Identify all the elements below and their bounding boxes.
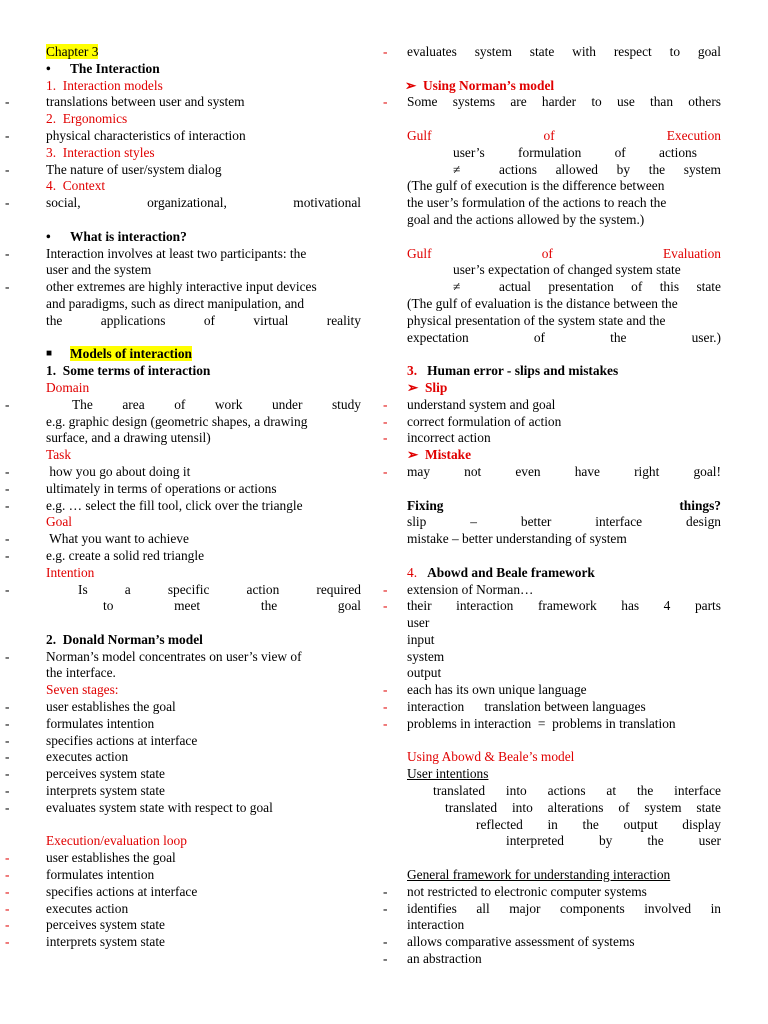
paragraph-line-justified: to meet the goal: [103, 598, 361, 614]
dash-marker: -: [5, 547, 10, 563]
general-framework-label: General framework for understanding interaction: [407, 867, 671, 883]
dash-marker: -: [5, 783, 10, 799]
paragraph-line-justified: reflected in the output display: [476, 816, 721, 832]
section-number: 4.: [407, 564, 418, 580]
left-column: [0, 44, 361, 951]
list-item-text: executes action: [46, 900, 129, 916]
list-item: allows comparative assessment of systems: [407, 934, 635, 950]
heading-using-norman: Using Norman’s model: [422, 77, 555, 93]
dash-marker: -: [5, 581, 10, 597]
list-item: input: [407, 631, 435, 647]
list-item: identifies all major components involved in: [407, 900, 721, 916]
section-number: 3.: [407, 363, 418, 379]
dash-marker: -: [383, 715, 388, 731]
paragraph-line: user’s expectation of changed system state: [453, 262, 681, 278]
label-gulf-execution: Gulf of Execution: [407, 127, 721, 143]
dash-marker: -: [5, 732, 10, 748]
paragraph-line: the interface.: [46, 665, 116, 681]
topic-desc: The nature of user/system dialog: [46, 161, 222, 177]
paragraph-line-justified: user’s formulation of actions: [453, 144, 697, 160]
list-item: their interaction framework has 4 parts: [407, 598, 721, 614]
arrow-bullet-icon: ➢: [407, 379, 419, 395]
dash-marker: -: [383, 682, 388, 698]
paragraph-line: user and the system: [46, 262, 152, 278]
bullet-icon: •: [46, 228, 51, 244]
heading-the-interaction: The Interaction: [70, 60, 160, 76]
dash-marker: -: [5, 799, 10, 815]
list-item: [0, 850, 361, 867]
list-item: [0, 934, 361, 951]
paragraph-line-justified: actions allowed by the system: [499, 161, 721, 177]
list-item-text: specifies actions at interface: [46, 732, 198, 748]
section-title: Abowd and Beale framework: [427, 564, 595, 580]
list-item: [0, 766, 361, 783]
dash-marker: -: [383, 44, 388, 59]
topic-desc: physical characteristics of interaction: [46, 127, 246, 143]
not-equal-icon: ≠: [453, 161, 461, 177]
dash-marker: -: [5, 883, 10, 899]
list-item: [0, 884, 361, 901]
list-item-text: evaluates system state with respect to goal: [46, 799, 273, 815]
list-item: [0, 800, 361, 817]
paragraph-line: goal and the actions allowed by the system.): [407, 211, 645, 227]
dash-marker: -: [5, 715, 10, 731]
paragraph-line: e.g. graphic design (geometric shapes, a drawing: [46, 413, 308, 429]
heading-fixing-things: Fixing things?: [407, 497, 721, 513]
topic-title: Interaction models: [62, 77, 163, 93]
topic-title: Interaction styles: [62, 144, 155, 160]
list-item: interaction translation between languages: [407, 699, 646, 715]
user-intentions-label: User intentions: [407, 766, 489, 782]
dash-marker: -: [5, 749, 10, 765]
dash-marker: -: [383, 699, 388, 715]
paragraph-line-justified: slip – better interface design: [407, 514, 721, 530]
paragraph-line: Interaction involves at least two participants: the: [46, 245, 307, 261]
paragraph-line-justified: the applications of virtual reality: [46, 312, 361, 328]
list-item: extension of Norman…: [407, 581, 534, 597]
dash-marker: -: [5, 867, 10, 883]
paragraph-line-justified: translated into alterations of system state: [445, 799, 721, 815]
arrow-bullet-icon: ➢: [405, 77, 417, 93]
paragraph-line: (The gulf of evaluation is the distance between the: [407, 295, 678, 311]
dash-marker: -: [5, 127, 10, 143]
label-slip: Slip: [424, 379, 448, 395]
list-item: [0, 783, 361, 800]
dash-marker: -: [5, 396, 10, 412]
dash-marker: -: [5, 766, 10, 782]
list-item-text: perceives system state: [46, 766, 165, 782]
list-item: user: [407, 615, 430, 631]
list-item: correct formulation of action: [407, 413, 562, 429]
dash-marker: -: [383, 883, 388, 899]
list-item: incorrect action: [407, 430, 491, 446]
arrow-bullet-icon: ➢: [407, 447, 419, 463]
list-item: [0, 749, 361, 766]
paragraph-line-justified: expectation of the user.): [407, 329, 721, 345]
dash-marker: -: [5, 699, 10, 715]
label-mistake: Mistake: [424, 447, 472, 463]
paragraph-line: Norman’s model concentrates on user’s view of: [46, 648, 302, 664]
list-item-text: formulates intention: [46, 715, 155, 731]
list-item: understand system and goal: [407, 396, 556, 412]
topic-number: 1.: [46, 77, 57, 93]
right-column: [380, 44, 721, 968]
dash-marker: -: [5, 480, 10, 496]
dash-marker: -: [5, 195, 10, 211]
list-item: [0, 733, 361, 750]
list-item-text: user establishes the goal: [46, 699, 176, 715]
label-goal: Goal: [46, 514, 73, 530]
list-item: evaluates system state with respect to goal: [407, 44, 721, 59]
dash-marker: -: [383, 430, 388, 446]
list-item: e.g. create a solid red triangle: [46, 547, 205, 563]
dash-marker: -: [5, 934, 10, 950]
dash-marker: -: [5, 463, 10, 479]
paragraph-line: physical presentation of the system state and the: [407, 312, 666, 328]
paragraph-line-justified: interpreted by the user: [506, 833, 721, 849]
dash-marker: -: [383, 598, 388, 614]
label-execution-loop: Execution/evaluation loop: [46, 833, 187, 849]
topic-desc: translations between user and system: [46, 94, 245, 110]
paragraph-line: mistake – better understanding of system: [407, 531, 627, 547]
dash-marker: -: [5, 531, 10, 547]
dash-marker: -: [383, 900, 388, 916]
section-number: 2.: [46, 631, 57, 647]
list-item: Some systems are harder to use than others: [407, 94, 721, 110]
list-item: [0, 901, 361, 918]
dash-marker: -: [383, 934, 388, 950]
paragraph-line-justified: Is a specific action required: [78, 581, 361, 597]
list-item-text: interprets system state: [46, 783, 165, 799]
paragraph-line: surface, and a drawing utensil): [46, 430, 211, 446]
list-item-text: user establishes the goal: [46, 850, 176, 866]
heading-using-abowd: Using Abowd & Beale’s model: [407, 749, 575, 765]
square-bullet-icon: ■: [46, 348, 53, 360]
topic-desc-justified: social, organizational, motivational: [46, 195, 361, 211]
heading-what-is-interaction: What is interaction?: [70, 228, 187, 244]
topic-title: Context: [62, 178, 106, 194]
dash-marker: -: [383, 951, 388, 967]
list-item-text: formulates intention: [46, 867, 155, 883]
list-item: [0, 917, 361, 934]
list-item: problems in interaction = problems in translation: [407, 715, 676, 731]
list-item: may not even have right goal!: [407, 463, 721, 479]
list-item-text: interprets system state: [46, 934, 165, 950]
dash-marker: -: [383, 396, 388, 412]
list-item: each has its own unique language: [407, 682, 587, 698]
dash-marker: -: [5, 850, 10, 866]
bullet-icon: •: [46, 60, 51, 76]
paragraph-line-justified: The area of work under study: [72, 396, 361, 412]
list-item: interaction: [407, 917, 465, 933]
topic-number: 3.: [46, 144, 57, 160]
list-item: What you want to achieve: [46, 531, 189, 547]
paragraph-line: the user’s formulation of the actions to reach the: [407, 195, 667, 211]
dash-marker: -: [5, 497, 10, 513]
dash-marker: -: [383, 413, 388, 429]
dash-marker: -: [5, 917, 10, 933]
label-seven-stages: Seven stages:: [46, 682, 119, 698]
topic-title: Ergonomics: [62, 111, 128, 127]
heading-models-of-interaction: Models of interaction: [70, 346, 192, 362]
label-gulf-evaluation: Gulf of Evaluation: [407, 245, 721, 261]
dash-marker: -: [383, 463, 388, 479]
list-item: how you go about doing it: [46, 463, 191, 479]
label-task: Task: [46, 447, 72, 463]
dash-marker: -: [5, 161, 10, 177]
topic-number: 2.: [46, 111, 57, 127]
label-domain: Domain: [46, 379, 90, 395]
list-item: output: [407, 665, 442, 681]
section-number: 1.: [46, 363, 57, 379]
dash-marker: -: [5, 94, 10, 110]
list-item: an abstraction: [407, 951, 482, 967]
topic-number: 4.: [46, 178, 57, 194]
list-item-text: executes action: [46, 749, 129, 765]
section-title: Donald Norman’s model: [62, 631, 203, 647]
paragraph-line-justified: translated into actions at the interface: [433, 783, 721, 799]
dash-marker: -: [5, 648, 10, 664]
paragraph-line: other extremes are highly interactive input devices: [46, 279, 317, 295]
list-item: [0, 716, 361, 733]
chapter-title: Chapter 3: [46, 44, 99, 59]
list-item: [0, 867, 361, 884]
dash-marker: -: [5, 245, 10, 261]
dash-marker: -: [5, 279, 10, 295]
list-item: ultimately in terms of operations or actions: [46, 480, 277, 496]
section-title: Human error - slips and mistakes: [427, 363, 619, 379]
list-item: not restricted to electronic computer systems: [407, 883, 647, 899]
dash-marker: -: [5, 900, 10, 916]
paragraph-line: (The gulf of execution is the difference between: [407, 178, 665, 194]
paragraph-line-justified: actual presentation of this state: [499, 279, 721, 295]
label-intention: Intention: [46, 564, 95, 580]
list-item: system: [407, 648, 445, 664]
section-title: Some terms of interaction: [62, 363, 211, 379]
list-item: e.g. … select the fill tool, click over the triangle: [46, 497, 303, 513]
dash-marker: -: [383, 94, 388, 110]
not-equal-icon: ≠: [453, 279, 461, 295]
paragraph-line: and paradigms, such as direct manipulation, and: [46, 295, 305, 311]
list-item-text: specifies actions at interface: [46, 883, 198, 899]
dash-marker: -: [383, 581, 388, 597]
list-item-text: perceives system state: [46, 917, 165, 933]
list-item: [0, 699, 361, 716]
